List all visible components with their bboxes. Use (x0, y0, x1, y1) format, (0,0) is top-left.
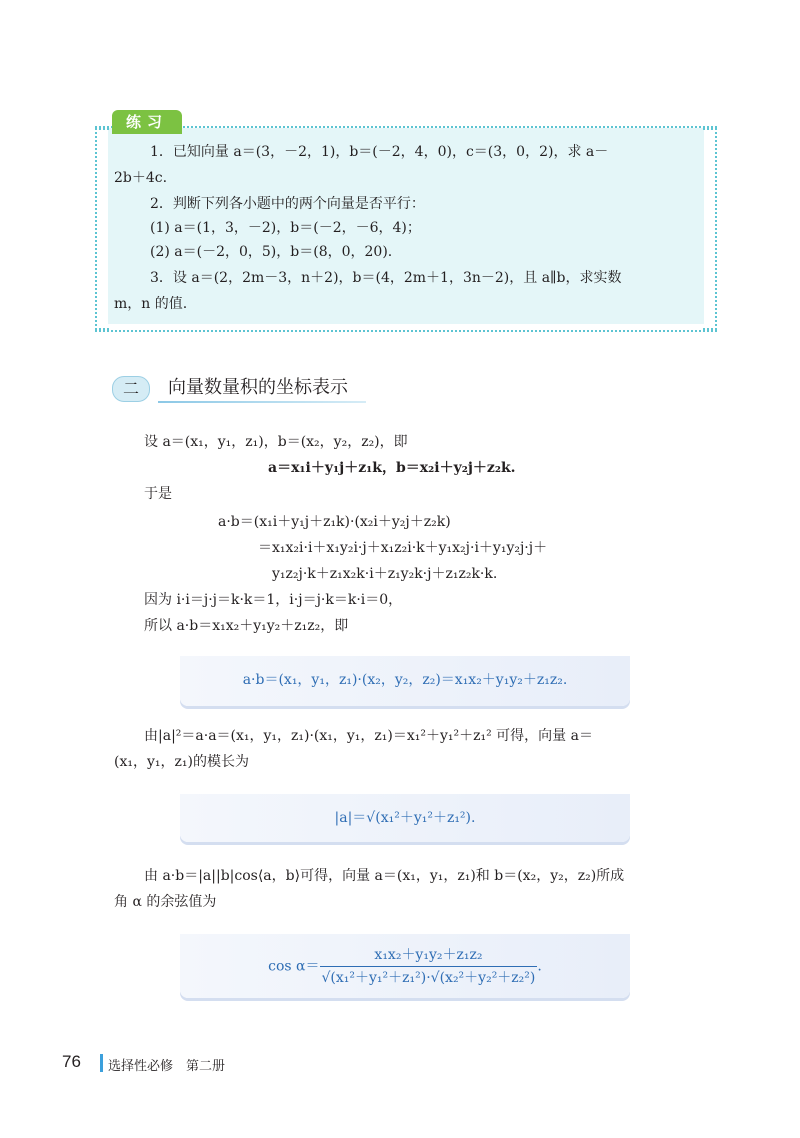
body-line-11: 由 a·b＝|a||b|cos⟨a，b⟩可得，向量 a＝(x₁，y₁，z₁)和 b＝(x₂，y₂，z₂)所成 (144, 868, 625, 884)
page-number: 76 (62, 1052, 81, 1071)
formula-box-magnitude (180, 794, 630, 842)
exercise-tag: 练习 (112, 110, 182, 134)
exercise-line-4: (1) a＝(1，3，－2)，b＝(－2，－6，4)； (150, 220, 421, 236)
cosine-fraction (320, 944, 538, 989)
formula-box-cosine (180, 934, 630, 998)
formula-box-dot-product (180, 656, 630, 706)
formula-magnitude: |a|＝√(x₁²＋y₁²＋z₁²). (334, 810, 476, 826)
exercise-line-6: 3．设 a＝(2，2m－3，n＋2)，b＝(4，2m＋1，3n－2)，且 a∥b，求实数 (150, 270, 622, 286)
cosine-denominator: √(x₁²＋y₁²＋z₁²)·√(x₂²＋y₂²＋z₂²) (321, 970, 536, 986)
exercise-line-3: 2．判断下列各小题中的两个向量是否平行： (150, 196, 425, 212)
body-line-7: 因为 i·i＝j·j＝k·k＝1，i·j＝j·k＝k·i＝0， (144, 592, 403, 608)
body-line-3: 于是 (144, 486, 172, 502)
body-line-10: (x₁，y₁，z₁)的模长为 (114, 754, 249, 770)
footer-bar (100, 1054, 103, 1072)
exercise-line-1: 1．已知向量 a＝(3，－2，1)，b＝(－2，4，0)，c＝(3，0，2)，求 a－ (150, 144, 609, 160)
body-line-4: a·b＝(x₁i＋y₁j＋z₁k)·(x₂i＋y₂j＋z₂k) (218, 514, 451, 530)
cosine-prefix: cos α＝ (268, 958, 320, 975)
body-line-12: 角 α 的余弦值为 (114, 894, 217, 910)
body-line-9: 由|a|²＝a·a＝(x₁，y₁，z₁)·(x₁，y₁，z₁)＝x₁²＋y₁²＋z₁² 可得，向量 a＝ (144, 728, 593, 744)
footer-book-title: 选择性必修 第二册 (108, 1059, 226, 1074)
body-line-6: y₁z₂j·k＋z₁x₂k·i＋z₁y₂k·j＋z₁z₂k·k. (272, 566, 498, 582)
body-line-5: ＝x₁x₂i·i＋x₁y₂i·j＋x₁z₂i·k＋y₁x₂j·i＋y₁y₂j·j＋ (258, 540, 548, 556)
section-title: 向量数量积的坐标表示 (168, 377, 348, 398)
body-line-2: a＝x₁i＋y₁j＋z₁k，b＝x₂i＋y₂j＋z₂k. (268, 460, 516, 476)
section-number-badge: 二 (112, 376, 150, 402)
body-line-8: 所以 a·b＝x₁x₂＋y₁y₂＋z₁z₂，即 (144, 618, 349, 634)
cosine-numerator: x₁x₂＋y₁y₂＋z₁z₂ (320, 944, 538, 967)
exercise-line-2: 2b＋4c. (114, 170, 168, 186)
body-line-1: 设 a＝(x₁，y₁，z₁)，b＝(x₂，y₂，z₂)，即 (144, 434, 408, 450)
formula-dot-product: a·b＝(x₁，y₁，z₁)·(x₂，y₂，z₂)＝x₁x₂＋y₁y₂＋z₁z₂. (242, 672, 568, 688)
cosine-suffix: . (537, 958, 542, 975)
exercise-line-5: (2) a＝(－2，0，5)，b＝(8，0，20). (150, 244, 393, 260)
exercise-line-7: m，n 的值. (114, 296, 188, 312)
section-underline (158, 401, 366, 403)
formula-cosine (180, 944, 630, 989)
